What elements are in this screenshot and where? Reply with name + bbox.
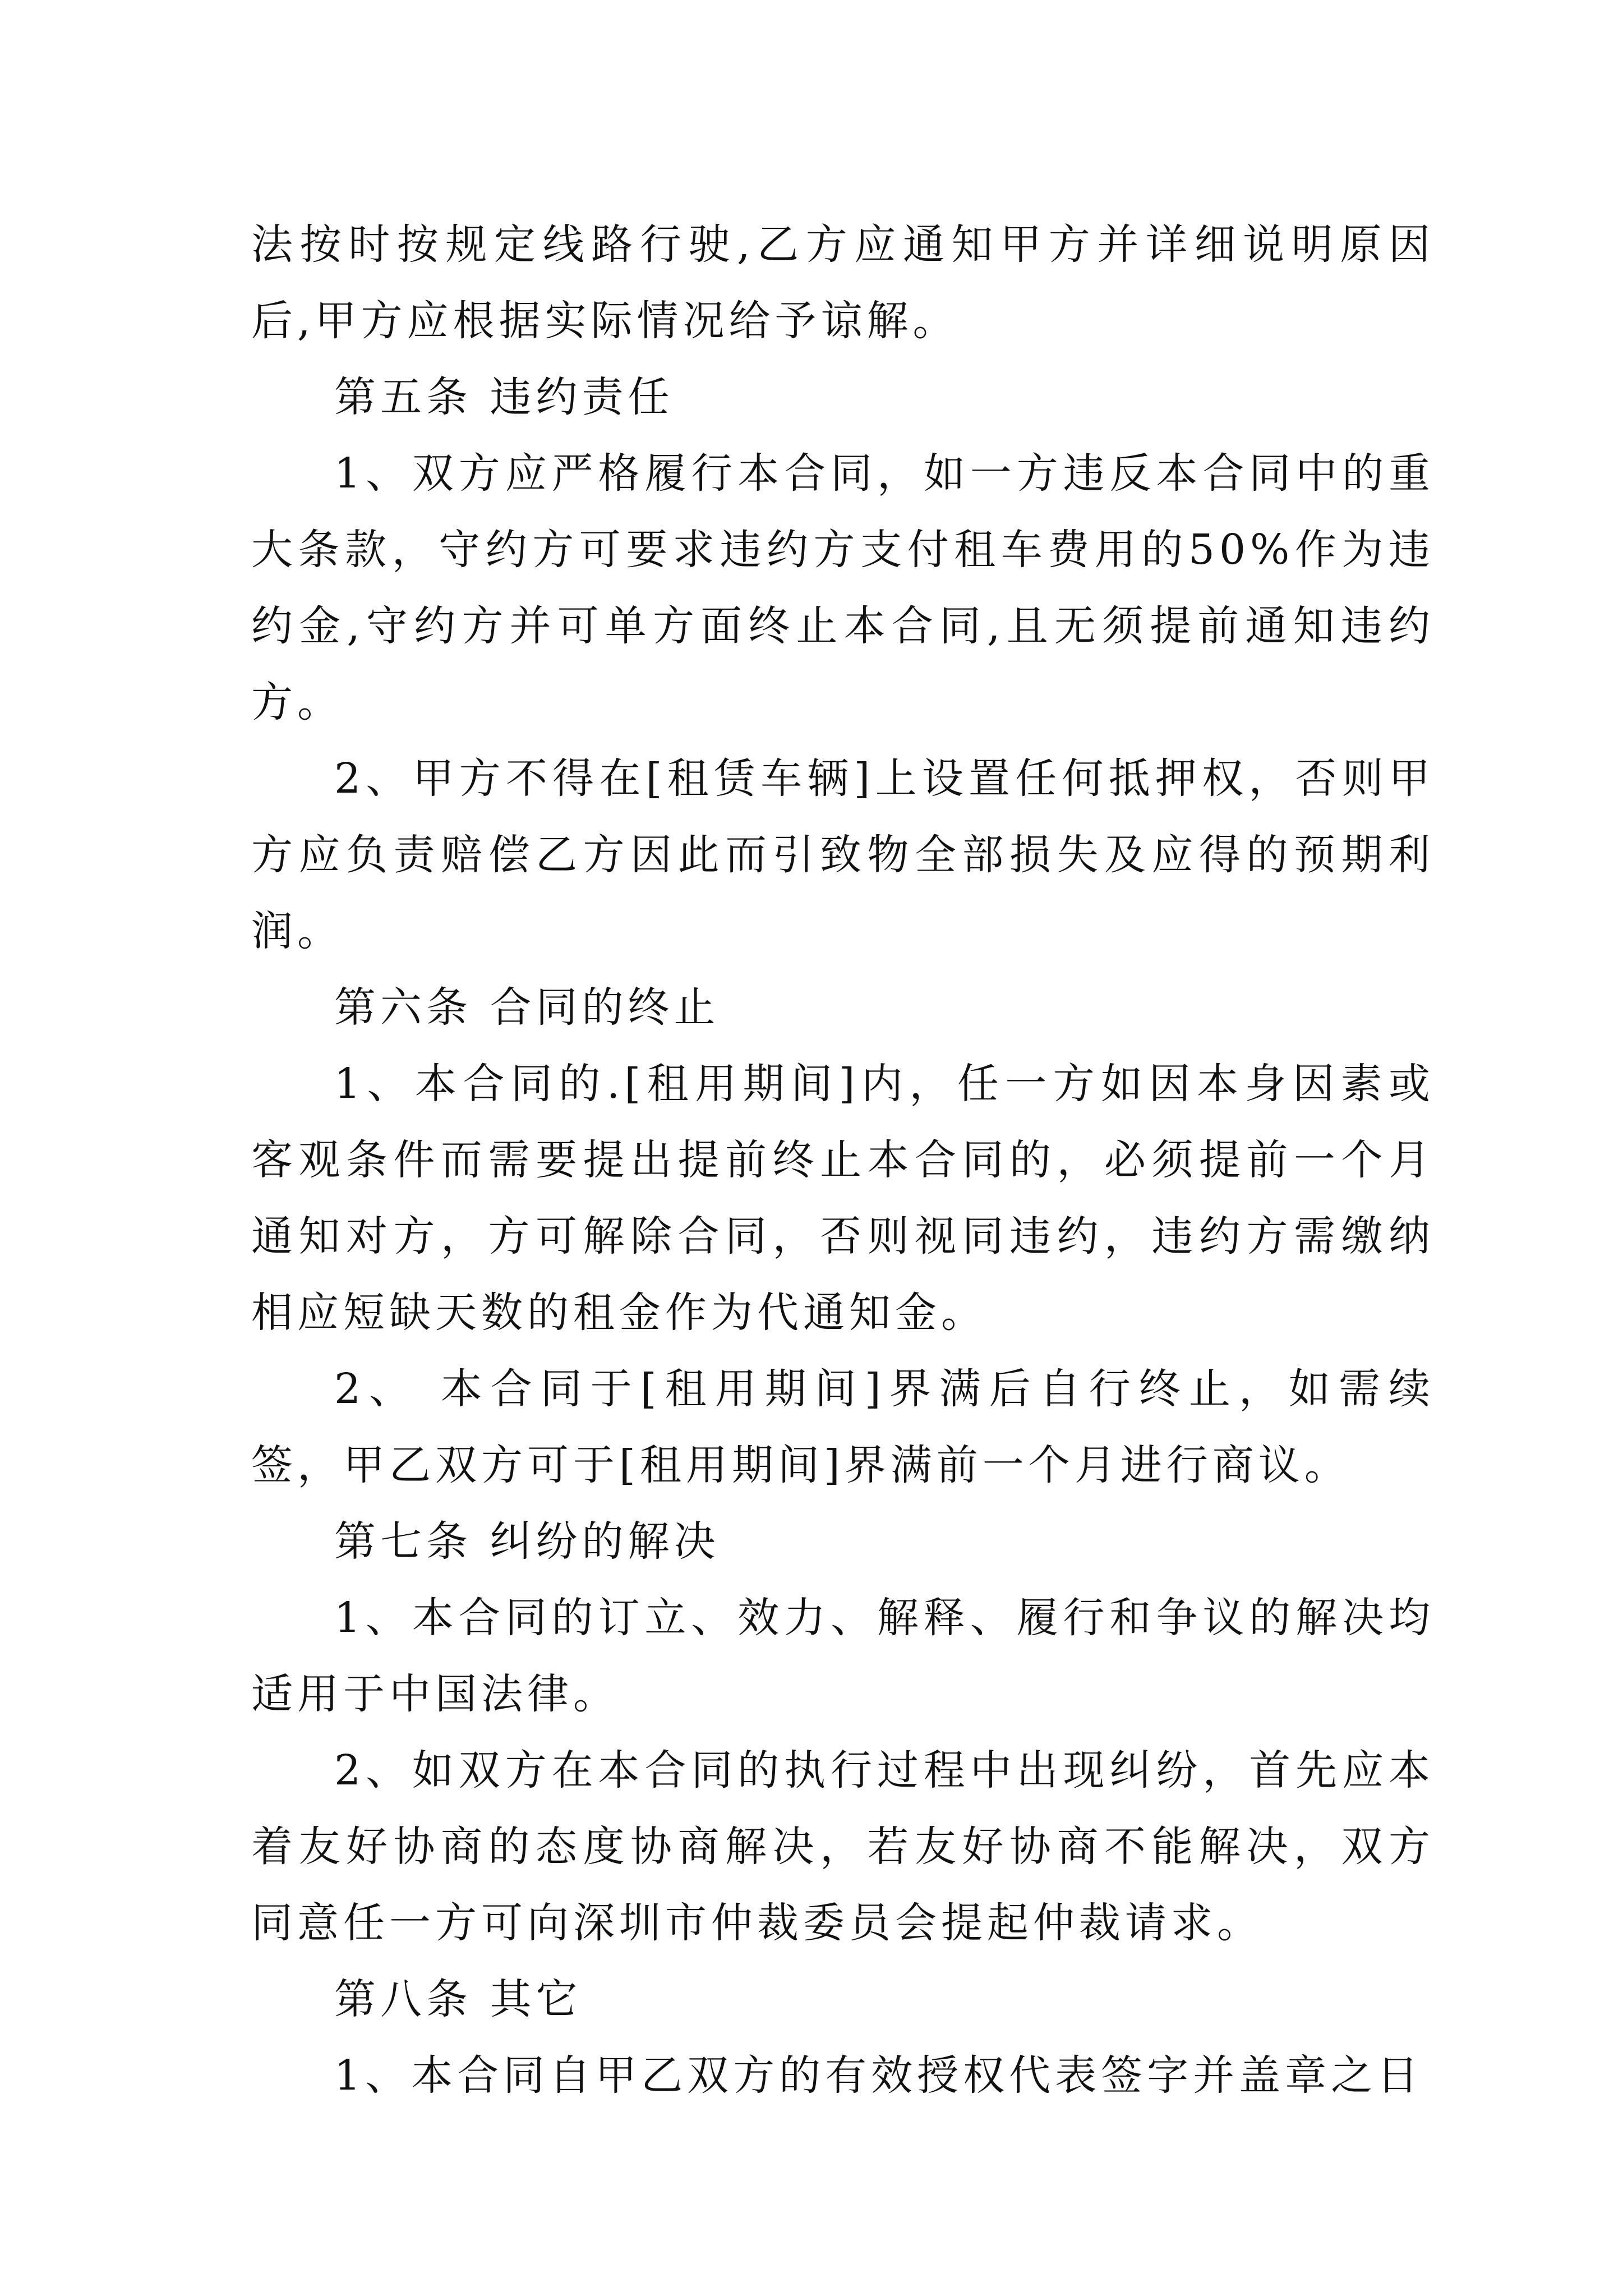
article-6-heading: 第六条 合同的终止 xyxy=(334,983,720,1032)
article-8-clause-1: 1、本合同自甲乙双方的有效授权代表签字并盖章之日 xyxy=(334,2051,1423,2100)
article-6-clause-2: 2、 本合同于[租用期间]界满后自行终止，如需续签，甲乙双方可于[租用期间]界满前一个月进行商议。 xyxy=(251,1365,1435,1489)
article-7-heading: 第七条 纠纷的解决 xyxy=(334,1517,720,1566)
article-8-heading: 第八条 其它 xyxy=(334,1975,582,2023)
article-7-clause-1: 1、本合同的订立、效力、解释、履行和争议的解决均适用于中国法律。 xyxy=(251,1594,1435,1718)
article-5-clause-2: 2、甲方不得在[租赁车辆]上设置任何抵押权，否则甲方应负责赔偿乙方因此而引致物全部损失及应得的预期利润。 xyxy=(251,754,1435,955)
document-body xyxy=(251,206,1435,2114)
article-5-heading: 第五条 违约责任 xyxy=(334,373,674,421)
article-6-clause-1: 1、本合同的.[租用期间]内，任一方如因本身因素或客观条件而需要提出提前终止本合同的，必须提前一个月通知对方，方可解除合同，否则视同违约，违约方需缴纳相应短缺天数的租金作为代通知金。 xyxy=(251,1060,1435,1337)
article-5-clause-1: 1、双方应严格履行本合同，如一方违反本合同中的重大条款，守约方可要求违约方支付租车费用的50%作为违约金,守约方并可单方面终止本合同,且无须提前通知违约方。 xyxy=(251,449,1435,726)
article-7-clause-2: 2、如双方在本合同的执行过程中出现纠纷，首先应本着友好协商的态度协商解决，若友好协商不能解决，双方同意任一方可向深圳市仲裁委员会提起仲裁请求。 xyxy=(251,1746,1435,1947)
paragraph-continuation: 法按时按规定线路行驶,乙方应通知甲方并详细说明原因后,甲方应根据实际情况给予谅解。 xyxy=(251,220,1435,345)
